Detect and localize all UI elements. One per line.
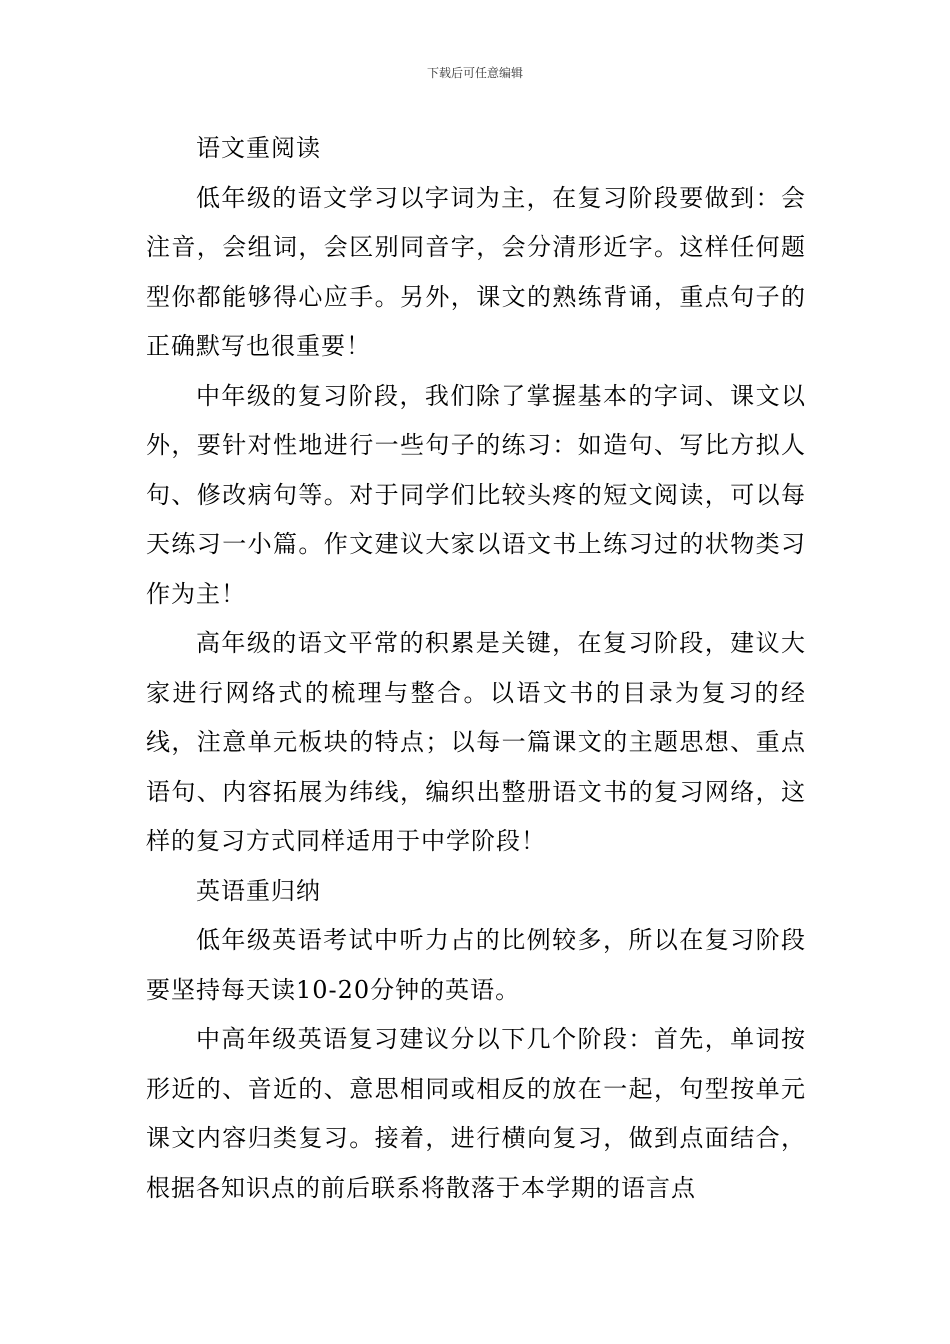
- paragraph: 低年级的语文学习以字词为主，在复习阶段要做到：会注音，会组词，会区别同音字，会分清形近字。这样任何题型你都能够得心应手。另外，课文的熟练背诵，重点句子的正确默写也很重要！: [146, 183, 806, 360]
- section-heading-chinese: 语文重阅读: [196, 134, 321, 162]
- header-note: 下载后可任意编辑: [426, 66, 523, 80]
- paragraph: 中高年级英语复习建议分以下几个阶段：首先，单词按形近的、音近的、意思相同或相反的放在一起，句型按单元课文内容归类复习。接着，进行横向复习，做到点面结合，根据各知识点的前后联系将散落于本学期的语言点: [146, 1025, 806, 1202]
- paragraph: 高年级的语文平常的积累是关键，在复习阶段，建议大家进行网络式的梳理与整合。以语文书的目录为复习的经线，注意单元板块的特点；以每一篇课文的主题思想、重点语句、内容拓展为纬线，编织出整册语文书的复习网络，这样的复习方式同样适用于中学阶段！: [146, 629, 806, 855]
- paragraph: 中年级的复习阶段，我们除了掌握基本的字词、课文以外，要针对性地进行一些句子的练习：如造句、写比方拟人句、修改病句等。对于同学们比较头疼的短文阅读，可以每天练习一小篇。作文建议大家以语文书上练习过的状物类习作为主！: [146, 381, 806, 608]
- section-heading-english: 英语重归纳: [196, 876, 321, 905]
- document-body: [146, 124, 806, 1213]
- paragraph: 低年级英语考试中听力占的比例较多，所以在复习阶段要坚持每天读10-20分钟的英语。: [146, 926, 806, 1004]
